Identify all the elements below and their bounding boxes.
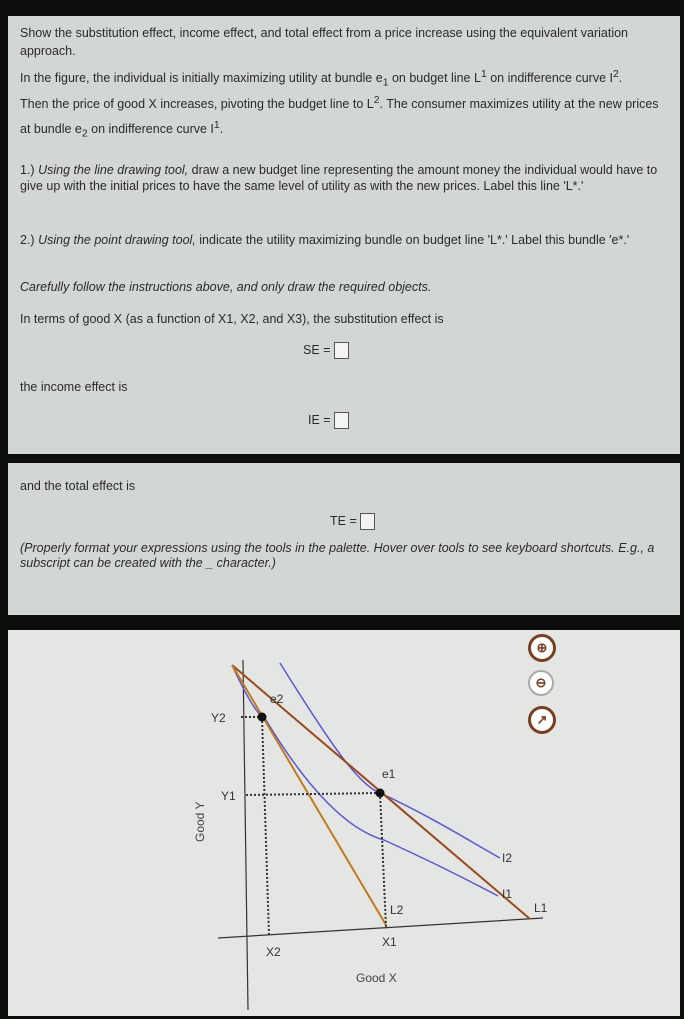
x-axis-title: Good X (356, 971, 397, 985)
label-L1: L1 (534, 901, 548, 915)
se-row: SE = (303, 342, 349, 359)
label-X1: X1 (382, 935, 397, 949)
label-I2: I2 (502, 851, 513, 865)
step-1: 1.) Using the line drawing tool, draw a new budget line representing the amount money the individual would have to give up with the initial prices to have the same level of utility as with the new prices. Label this line 'L*.' (20, 163, 658, 193)
te-input[interactable] (360, 513, 375, 530)
income-label: the income effect is (20, 380, 128, 394)
ie-input[interactable] (334, 412, 349, 429)
label-e2: e2 (270, 692, 284, 706)
label-Y2: Y2 (211, 711, 226, 725)
instructions: Carefully follow the instructions above, and only draw the required objects. (20, 280, 432, 294)
label-e1: e1 (382, 767, 396, 781)
point-e1 (376, 789, 385, 798)
label-L2: L2 (390, 903, 404, 917)
ie-row: IE = (308, 412, 349, 429)
indifference-curve-I2 (280, 663, 500, 858)
label-X2: X2 (266, 945, 281, 959)
y-axis-title: Good Y (193, 801, 207, 842)
x2-guide (262, 717, 269, 936)
point-e2 (258, 713, 267, 722)
total-label: and the total effect is (20, 479, 136, 493)
y1-guide (246, 793, 380, 795)
x-axis (218, 918, 543, 938)
label-I1: I1 (502, 887, 513, 901)
y-axis (243, 660, 248, 1010)
step-2: 2.) Using the point drawing tool, indicate the utility maximizing bundle on budget line 'L*.' Label this bundle 'e*.' (20, 233, 630, 247)
paragraph-1: In the figure, the individual is initially maximizing utility at bundle $e_1$ on budget line $L^1$ on indifference curve $I^2$. (20, 69, 623, 89)
question-title: Show the substitution effect, income effect, and total effect from a price increase using the equivalent variation approach. (20, 26, 628, 58)
zoom-in-icon[interactable]: ⊕ (528, 634, 556, 662)
format-note: (Properly format your expressions using the tools in the palette. Hover over tools to see keyboard shortcuts. E.g., a subscript can be created with the _ character.) (20, 541, 655, 570)
x1-guide (380, 793, 386, 927)
popout-icon[interactable]: ↗ (528, 706, 556, 734)
terms-text: In terms of good X (as a function of X1, X2, and X3), the substitution effect is (20, 312, 444, 326)
label-Y1: Y1 (221, 789, 236, 803)
se-input[interactable] (334, 342, 349, 359)
zoom-out-icon[interactable]: ⊖ (528, 670, 554, 696)
question-panel (8, 16, 680, 454)
total-effect-panel (8, 463, 680, 615)
te-row: TE = (330, 513, 375, 530)
indifference-graph[interactable] (8, 630, 680, 1016)
paragraph-2: Then the price of good X increases, pivoting the budget line to $L^2$. The consumer maximizes utility at the new prices at bundle $e_2$ on indifference curve $I^1$. (20, 95, 659, 140)
graph-panel (8, 630, 680, 1016)
